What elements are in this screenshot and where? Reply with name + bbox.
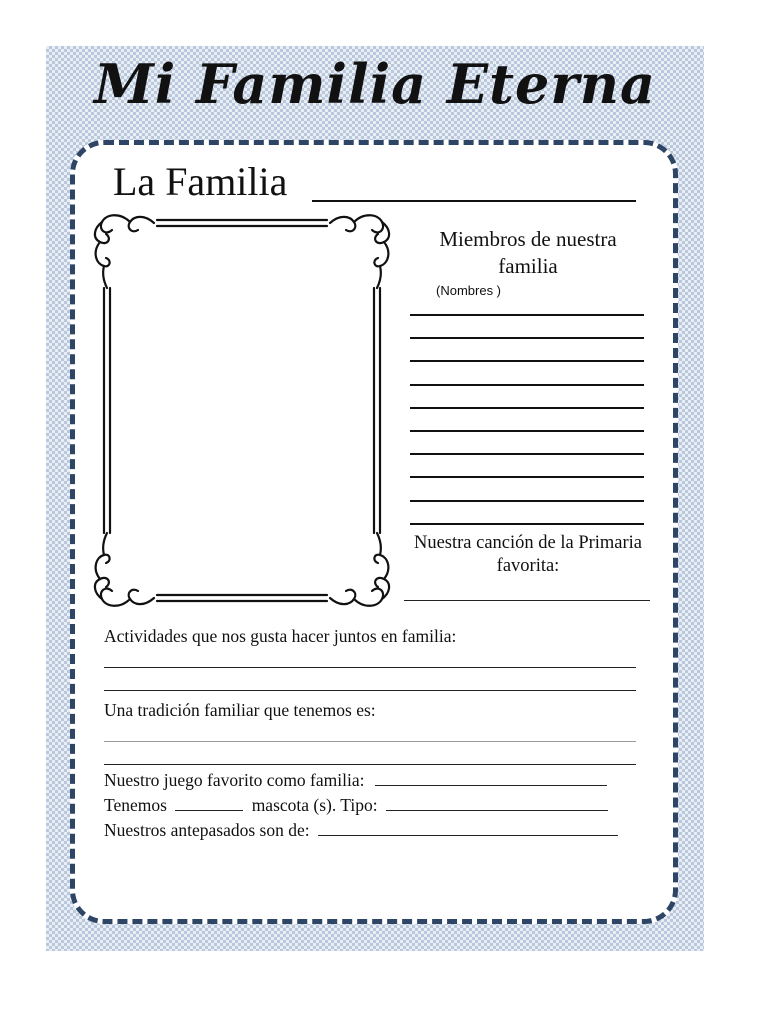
song-heading — [402, 532, 654, 578]
member-name-field[interactable] — [410, 476, 644, 499]
members-heading — [410, 226, 646, 280]
game-question — [104, 770, 607, 791]
flourish-bottom-right — [330, 590, 355, 604]
member-name-field[interactable] — [410, 384, 644, 407]
tradition-question: Una tradición familiar que tenemos es: — [104, 700, 376, 720]
member-name-field[interactable] — [410, 407, 644, 430]
member-name-field[interactable] — [410, 500, 644, 523]
ancestors-answer-field[interactable] — [318, 821, 618, 836]
pets-type-field[interactable] — [386, 796, 608, 811]
pets-question — [104, 795, 608, 816]
member-name-field[interactable] — [410, 314, 644, 337]
member-name-field[interactable] — [410, 453, 644, 476]
pets-suffix-label: mascota (s). Tipo: — [251, 795, 378, 815]
activities-answer-field-2[interactable] — [104, 690, 636, 691]
family-name-label: La Familia — [113, 159, 288, 204]
member-name-field[interactable] — [410, 337, 644, 360]
activities-answer-field-1[interactable] — [104, 667, 636, 668]
member-name-lines — [410, 314, 644, 546]
song-heading-line2: favorita: — [496, 556, 560, 576]
song-heading-line1: Nuestra canción de la Primaria — [413, 533, 643, 553]
photo-frame[interactable] — [82, 208, 402, 613]
tradition-answer-field-1[interactable] — [104, 741, 636, 742]
ancestors-question — [104, 820, 618, 841]
flourish-top-left — [129, 217, 154, 231]
tradition-answer-field-2[interactable] — [104, 764, 636, 765]
members-heading-line2: familia — [498, 254, 558, 278]
family-name-field[interactable] — [312, 200, 636, 202]
pets-prefix-label: Tenemos — [104, 795, 167, 815]
game-question-label: Nuestro juego favorito como familia: — [104, 770, 365, 790]
flourish-top-right — [330, 217, 355, 231]
page-title: Mi Familia Eterna — [93, 52, 657, 116]
song-answer-field[interactable] — [404, 600, 650, 601]
game-answer-field[interactable] — [375, 771, 607, 786]
flourish-bottom-left — [129, 590, 154, 604]
members-subheading: (Nombres ) — [436, 283, 502, 298]
member-name-field[interactable] — [410, 430, 644, 453]
members-heading-line1: Miembros de nuestra — [439, 227, 617, 251]
ancestors-question-label: Nuestros antepasados son de: — [104, 820, 310, 840]
member-name-field[interactable] — [410, 360, 644, 383]
activities-question: Actividades que nos gusta hacer juntos en familia: — [104, 626, 457, 646]
pets-count-field[interactable] — [175, 796, 243, 811]
